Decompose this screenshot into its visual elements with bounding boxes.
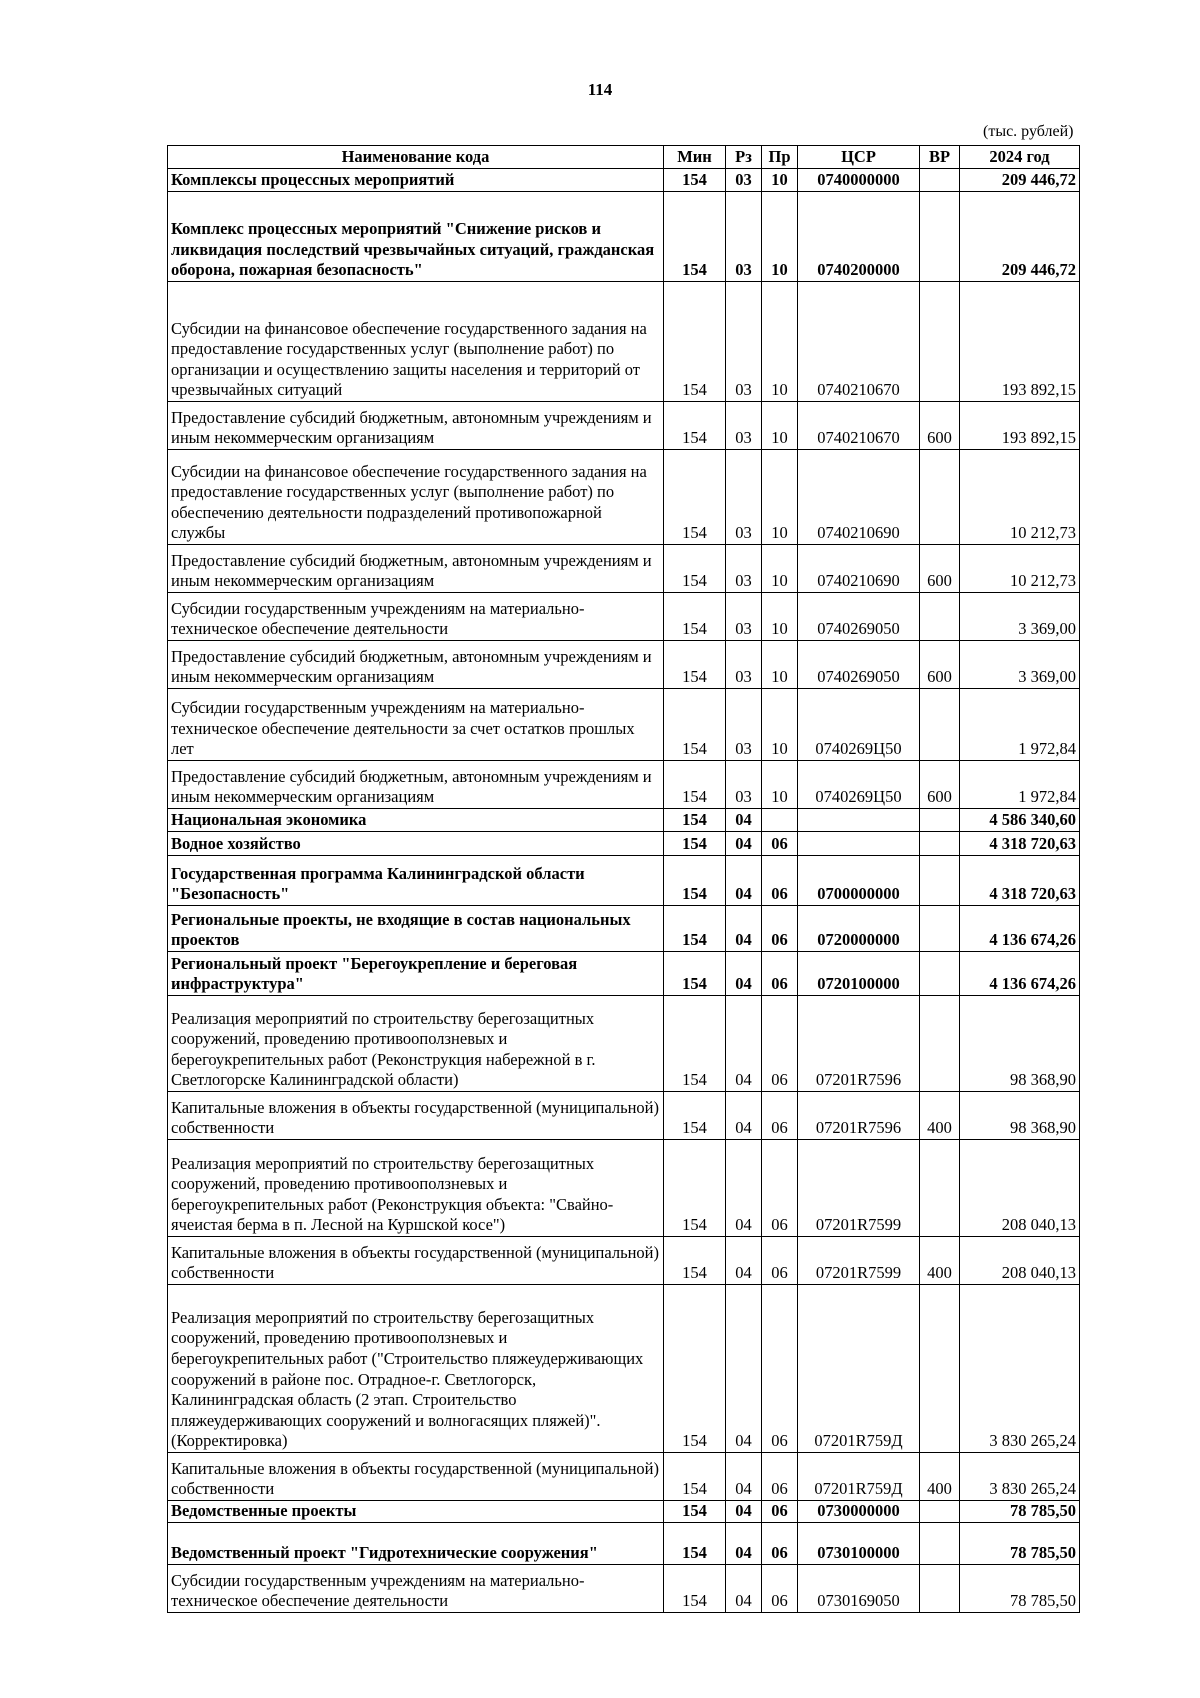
cell-pr: 10 [762, 545, 798, 593]
cell-csr: 0700000000 [798, 856, 920, 906]
cell-pr: 06 [762, 1501, 798, 1523]
page-number: 114 [587, 80, 613, 99]
budget-table [167, 145, 1080, 1613]
table-row [168, 450, 1080, 545]
cell-rz: 04 [726, 856, 762, 906]
cell-pr: 10 [762, 593, 798, 641]
cell-rz: 03 [726, 545, 762, 593]
cell-pr: 10 [762, 641, 798, 689]
cell-name: Предоставление субсидий бюджетным, автономным учреждениям и иным некоммерческим организациям [168, 641, 664, 689]
table-row [168, 1501, 1080, 1523]
cell-pr: 06 [762, 1140, 798, 1237]
table-row [168, 1285, 1080, 1453]
cell-min: 154 [664, 1523, 726, 1565]
cell-min: 154 [664, 1453, 726, 1501]
cell-vr [920, 1285, 960, 1453]
cell-min: 154 [664, 1092, 726, 1140]
cell-name: Реализация мероприятий по строительству берегозащитных сооружений, проведению противооползневых и берегоукрепительных работ (Реконструкция набережной в г. Светлогорске Калининградской области) [168, 996, 664, 1092]
cell-csr: 07201R7599 [798, 1140, 920, 1237]
cell-pr: 06 [762, 1237, 798, 1285]
table-row [168, 1523, 1080, 1565]
unit-note: (тыс. рублей) [983, 123, 1074, 140]
cell-vr [920, 809, 960, 832]
cell-pr: 06 [762, 1285, 798, 1453]
table-row [168, 1092, 1080, 1140]
cell-vr: 400 [920, 1237, 960, 1285]
cell-pr: 10 [762, 192, 798, 282]
table-row [168, 1140, 1080, 1237]
cell-sum: 1 972,84 [960, 689, 1080, 761]
cell-pr: 10 [762, 282, 798, 402]
cell-min: 154 [664, 1285, 726, 1453]
cell-pr: 10 [762, 169, 798, 192]
cell-name: Субсидии на финансовое обеспечение государственного задания на предоставление государственных услуг (выполнение работ) по обеспечению деятельности подразделений противопожарной службы [168, 450, 664, 545]
table-body [168, 169, 1080, 1613]
cell-vr [920, 1501, 960, 1523]
cell-min: 154 [664, 761, 726, 809]
cell-csr: 0730169050 [798, 1565, 920, 1613]
cell-rz: 04 [726, 996, 762, 1092]
cell-csr: 07201R7596 [798, 996, 920, 1092]
table-row [168, 996, 1080, 1092]
cell-csr: 0740210670 [798, 402, 920, 450]
cell-min: 154 [664, 450, 726, 545]
table-row [168, 1453, 1080, 1501]
cell-name: Реализация мероприятий по строительству берегозащитных сооружений, проведению противооползневых и берегоукрепительных работ (Реконструкция объекта: "Свайно-ячеистая берма в п. Лесной на Куршской косе") [168, 1140, 664, 1237]
cell-csr: 0740269050 [798, 641, 920, 689]
cell-pr: 06 [762, 996, 798, 1092]
cell-name: Национальная экономика [168, 809, 664, 832]
cell-sum: 4 318 720,63 [960, 832, 1080, 856]
cell-name: Субсидии государственным учреждениям на материально-техническое обеспечение деятельности [168, 1565, 664, 1613]
cell-min: 154 [664, 192, 726, 282]
cell-rz: 04 [726, 1237, 762, 1285]
cell-vr [920, 593, 960, 641]
cell-vr [920, 192, 960, 282]
cell-sum: 3 369,00 [960, 641, 1080, 689]
cell-sum: 209 446,72 [960, 192, 1080, 282]
cell-min: 154 [664, 906, 726, 952]
cell-sum: 3 830 265,24 [960, 1453, 1080, 1501]
header-vr: ВР [920, 146, 960, 169]
cell-csr: 0740210670 [798, 282, 920, 402]
cell-min: 154 [664, 1140, 726, 1237]
cell-name: Капитальные вложения в объекты государственной (муниципальной) собственности [168, 1237, 664, 1285]
cell-rz: 04 [726, 906, 762, 952]
cell-rz: 03 [726, 761, 762, 809]
cell-rz: 03 [726, 402, 762, 450]
table-row [168, 906, 1080, 952]
cell-sum: 193 892,15 [960, 282, 1080, 402]
cell-sum: 3 830 265,24 [960, 1285, 1080, 1453]
cell-sum: 98 368,90 [960, 996, 1080, 1092]
cell-rz: 03 [726, 192, 762, 282]
cell-rz: 04 [726, 809, 762, 832]
table-row [168, 169, 1080, 192]
cell-vr [920, 906, 960, 952]
cell-vr [920, 952, 960, 996]
cell-pr [762, 809, 798, 832]
table-header-row [168, 146, 1080, 169]
table-row [168, 809, 1080, 832]
cell-rz: 04 [726, 952, 762, 996]
cell-csr: 07201R759Д [798, 1453, 920, 1501]
cell-vr [920, 1140, 960, 1237]
cell-vr [920, 169, 960, 192]
cell-pr: 06 [762, 1453, 798, 1501]
cell-name: Комплексы процессных мероприятий [168, 169, 664, 192]
table-row [168, 282, 1080, 402]
cell-sum: 4 136 674,26 [960, 952, 1080, 996]
cell-name: Региональный проект "Берегоукрепление и береговая инфраструктура" [168, 952, 664, 996]
cell-pr: 06 [762, 856, 798, 906]
cell-vr [920, 856, 960, 906]
cell-rz: 04 [726, 832, 762, 856]
cell-csr: 0720100000 [798, 952, 920, 996]
cell-rz: 04 [726, 1092, 762, 1140]
cell-csr: 0740269Ц50 [798, 689, 920, 761]
cell-pr: 06 [762, 1565, 798, 1613]
header-csr: ЦСР [798, 146, 920, 169]
cell-name: Региональные проекты, не входящие в состав национальных проектов [168, 906, 664, 952]
cell-pr: 10 [762, 402, 798, 450]
cell-vr [920, 450, 960, 545]
cell-pr: 06 [762, 832, 798, 856]
cell-csr: 0740210690 [798, 545, 920, 593]
cell-vr [920, 689, 960, 761]
cell-min: 154 [664, 809, 726, 832]
cell-min: 154 [664, 689, 726, 761]
cell-vr: 600 [920, 761, 960, 809]
cell-rz: 04 [726, 1285, 762, 1453]
cell-pr: 10 [762, 689, 798, 761]
cell-vr [920, 1523, 960, 1565]
cell-csr: 0740269Ц50 [798, 761, 920, 809]
cell-sum: 3 369,00 [960, 593, 1080, 641]
cell-sum: 4 586 340,60 [960, 809, 1080, 832]
cell-name: Водное хозяйство [168, 832, 664, 856]
cell-sum: 78 785,50 [960, 1565, 1080, 1613]
table-row [168, 402, 1080, 450]
cell-csr: 0740000000 [798, 169, 920, 192]
cell-name: Реализация мероприятий по строительству берегозащитных сооружений, проведению противооползневых и берегоукрепительных работ ("Строительство пляжеудерживающих сооружений в районе пос. Отрадное-г. Светлогорск, Калининградская область (2 этап. Строительство пляжеудерживающих сооружений и волногасящих пляжей)". (Корректировка) [168, 1285, 664, 1453]
cell-name: Капитальные вложения в объекты государственной (муниципальной) собственности [168, 1453, 664, 1501]
cell-name: Предоставление субсидий бюджетным, автономным учреждениям и иным некоммерческим организациям [168, 761, 664, 809]
cell-rz: 04 [726, 1453, 762, 1501]
cell-vr: 400 [920, 1453, 960, 1501]
cell-sum: 78 785,50 [960, 1501, 1080, 1523]
cell-vr: 400 [920, 1092, 960, 1140]
cell-rz: 03 [726, 689, 762, 761]
table-row [168, 952, 1080, 996]
cell-sum: 208 040,13 [960, 1237, 1080, 1285]
cell-csr [798, 832, 920, 856]
cell-name: Субсидии государственным учреждениям на материально-техническое обеспечение деятельности за счет остатков прошлых лет [168, 689, 664, 761]
cell-min: 154 [664, 593, 726, 641]
header-rz: Рз [726, 146, 762, 169]
cell-pr: 06 [762, 1523, 798, 1565]
cell-rz: 03 [726, 169, 762, 192]
cell-min: 154 [664, 1501, 726, 1523]
cell-pr: 10 [762, 761, 798, 809]
cell-min: 154 [664, 641, 726, 689]
cell-sum: 193 892,15 [960, 402, 1080, 450]
cell-vr: 600 [920, 641, 960, 689]
table-row [168, 832, 1080, 856]
cell-sum: 208 040,13 [960, 1140, 1080, 1237]
cell-vr: 600 [920, 402, 960, 450]
header-year: 2024 год [960, 146, 1080, 169]
table-row [168, 856, 1080, 906]
cell-min: 154 [664, 169, 726, 192]
table-row [168, 1565, 1080, 1613]
cell-csr: 0730100000 [798, 1523, 920, 1565]
cell-name: Комплекс процессных мероприятий "Снижение рисков и ликвидация последствий чрезвычайных ситуаций, гражданская оборона, пожарная безопасность" [168, 192, 664, 282]
cell-sum: 98 368,90 [960, 1092, 1080, 1140]
table-row [168, 192, 1080, 282]
cell-vr [920, 282, 960, 402]
cell-sum: 4 136 674,26 [960, 906, 1080, 952]
cell-rz: 04 [726, 1501, 762, 1523]
cell-rz: 03 [726, 593, 762, 641]
cell-csr: 0730000000 [798, 1501, 920, 1523]
cell-vr [920, 996, 960, 1092]
table-row [168, 593, 1080, 641]
table-row [168, 761, 1080, 809]
header-pr: Пр [762, 146, 798, 169]
cell-rz: 04 [726, 1140, 762, 1237]
cell-sum: 209 446,72 [960, 169, 1080, 192]
cell-name: Предоставление субсидий бюджетным, автономным учреждениям и иным некоммерческим организациям [168, 545, 664, 593]
cell-pr: 06 [762, 952, 798, 996]
cell-min: 154 [664, 1237, 726, 1285]
cell-vr: 600 [920, 545, 960, 593]
cell-pr: 06 [762, 1092, 798, 1140]
cell-rz: 03 [726, 641, 762, 689]
cell-pr: 10 [762, 450, 798, 545]
cell-name: Капитальные вложения в объекты государственной (муниципальной) собственности [168, 1092, 664, 1140]
cell-min: 154 [664, 545, 726, 593]
cell-csr: 0740200000 [798, 192, 920, 282]
cell-vr [920, 832, 960, 856]
table-row [168, 689, 1080, 761]
cell-csr: 07201R759Д [798, 1285, 920, 1453]
cell-csr: 0740210690 [798, 450, 920, 545]
cell-rz: 03 [726, 450, 762, 545]
cell-name: Государственная программа Калининградской области "Безопасность" [168, 856, 664, 906]
cell-csr: 07201R7596 [798, 1092, 920, 1140]
cell-min: 154 [664, 282, 726, 402]
cell-sum: 10 212,73 [960, 545, 1080, 593]
cell-min: 154 [664, 402, 726, 450]
cell-min: 154 [664, 952, 726, 996]
cell-sum: 1 972,84 [960, 761, 1080, 809]
cell-pr: 06 [762, 906, 798, 952]
cell-rz: 04 [726, 1523, 762, 1565]
cell-min: 154 [664, 832, 726, 856]
cell-name: Предоставление субсидий бюджетным, автономным учреждениям и иным некоммерческим организациям [168, 402, 664, 450]
table-row [168, 641, 1080, 689]
cell-rz: 03 [726, 282, 762, 402]
cell-csr [798, 809, 920, 832]
cell-name: Ведомственный проект "Гидротехнические сооружения" [168, 1523, 664, 1565]
cell-vr [920, 1565, 960, 1613]
table-row [168, 545, 1080, 593]
cell-sum: 4 318 720,63 [960, 856, 1080, 906]
header-min: Мин [664, 146, 726, 169]
cell-name: Ведомственные проекты [168, 1501, 664, 1523]
cell-csr: 07201R7599 [798, 1237, 920, 1285]
cell-csr: 0720000000 [798, 906, 920, 952]
cell-sum: 78 785,50 [960, 1523, 1080, 1565]
cell-min: 154 [664, 1565, 726, 1613]
cell-csr: 0740269050 [798, 593, 920, 641]
cell-rz: 04 [726, 1565, 762, 1613]
header-name: Наименование кода [168, 146, 664, 169]
cell-name: Субсидии государственным учреждениям на материально-техническое обеспечение деятельности [168, 593, 664, 641]
cell-sum: 10 212,73 [960, 450, 1080, 545]
cell-name: Субсидии на финансовое обеспечение государственного задания на предоставление государственных услуг (выполнение работ) по организации и осуществлению защиты населения и территорий от чрезвычайных ситуаций [168, 282, 664, 402]
cell-min: 154 [664, 996, 726, 1092]
cell-min: 154 [664, 856, 726, 906]
table-row [168, 1237, 1080, 1285]
